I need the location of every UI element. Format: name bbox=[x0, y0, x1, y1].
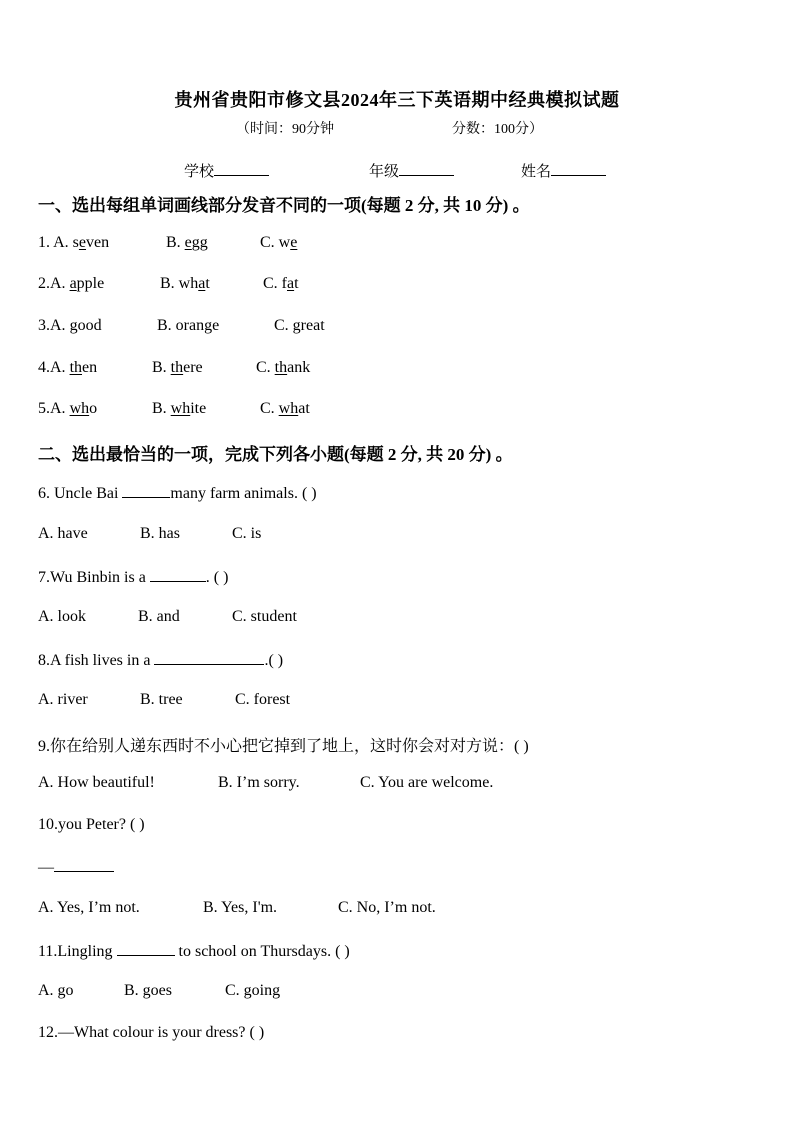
q7-blank[interactable] bbox=[150, 567, 206, 582]
section2-title: 二、选出最恰当的一项，完成下列各小题(每题 2 分, 共 20 分) 。 bbox=[38, 445, 513, 464]
q11-blank[interactable] bbox=[117, 941, 175, 956]
grade-field[interactable] bbox=[369, 160, 454, 181]
school-blank[interactable] bbox=[214, 161, 269, 176]
school-field[interactable] bbox=[184, 160, 269, 181]
q10-option-c: C. No, I’m not. bbox=[338, 899, 436, 916]
q6-blank[interactable] bbox=[122, 483, 170, 498]
q1-option-c: C. we bbox=[260, 234, 298, 251]
name-blank[interactable] bbox=[551, 161, 606, 176]
q4-option-b: B. there bbox=[152, 359, 203, 376]
name-label: 姓名 bbox=[521, 164, 552, 180]
q11-option-c: C. going bbox=[225, 982, 281, 999]
q3-option-a: 3.A. good bbox=[38, 317, 102, 334]
q7-option-c: C. student bbox=[232, 608, 297, 625]
q2-option-c: C. fat bbox=[263, 275, 299, 292]
q11-option-a: A. go bbox=[38, 982, 74, 999]
q2-option-b: B. what bbox=[160, 275, 210, 292]
q5-option-b: B. white bbox=[152, 400, 207, 417]
q10-answer-line: — bbox=[38, 857, 114, 877]
grade-label: 年级 bbox=[369, 164, 400, 180]
q4-option-a: 4.A. then bbox=[38, 359, 98, 376]
q11-option-b: B. goes bbox=[124, 982, 172, 999]
q4-option-c: C. thank bbox=[256, 359, 311, 376]
q10-blank[interactable] bbox=[54, 857, 114, 872]
q8-option-c: C. forest bbox=[235, 691, 291, 708]
q5-option-c: C. what bbox=[260, 400, 310, 417]
q11-question: 11.Lingling to school on Thursdays. ( ) bbox=[38, 943, 350, 960]
score-info: 分数：100分） bbox=[452, 122, 543, 137]
q10-option-b: B. Yes, I'm. bbox=[203, 899, 278, 916]
q6-option-c: C. is bbox=[232, 525, 262, 542]
school-label: 学校 bbox=[184, 164, 215, 180]
name-field[interactable] bbox=[521, 160, 606, 181]
q8-question: 8.A fish lives in a .( ) bbox=[38, 652, 284, 669]
section1-title: 一、选出每组单词画线部分发音不同的一项(每题 2 分, 共 10 分) 。 bbox=[38, 196, 530, 215]
q5-option-a: 5.A. who bbox=[38, 400, 98, 417]
q2-option-a: 2.A. apple bbox=[38, 275, 105, 292]
q10-option-a: A. Yes, I’m not. bbox=[38, 899, 140, 916]
q6-option-b: B. has bbox=[140, 525, 180, 542]
time-info: （时间：90分钟 bbox=[236, 122, 334, 137]
q6-option-a: A. have bbox=[38, 525, 88, 542]
q9-question: 9.你在给别人递东西时不小心把它掉到了地上，这时你会对对方说：( ) bbox=[38, 738, 529, 755]
q6-question: 6. Uncle Bai many farm animals. ( ) bbox=[38, 485, 317, 502]
q7-question: 7.Wu Binbin is a . ( ) bbox=[38, 569, 229, 586]
q1-option-b: B. egg bbox=[166, 234, 208, 251]
grade-blank[interactable] bbox=[399, 161, 454, 176]
page-title: 贵州省贵阳市修文县2024年三下英语期中经典模拟试题 bbox=[174, 90, 620, 110]
q7-option-b: B. and bbox=[138, 608, 180, 625]
q7-option-a: A. look bbox=[38, 608, 86, 625]
q9-option-b: B. I’m sorry. bbox=[218, 774, 300, 791]
q9-option-a: A. How beautiful! bbox=[38, 774, 155, 791]
q3-option-b: B. orange bbox=[157, 317, 220, 334]
q8-blank[interactable] bbox=[154, 650, 264, 665]
q1-option-a: 1. A. seven bbox=[38, 234, 110, 251]
q8-option-a: A. river bbox=[38, 691, 88, 708]
q8-option-b: B. tree bbox=[140, 691, 183, 708]
q12-question: 12.—What colour is your dress? ( ) bbox=[38, 1024, 265, 1041]
q3-option-c: C. great bbox=[274, 317, 325, 334]
q9-option-c: C. You are welcome. bbox=[360, 774, 494, 791]
q10-question: 10.you Peter? ( ) bbox=[38, 816, 145, 833]
